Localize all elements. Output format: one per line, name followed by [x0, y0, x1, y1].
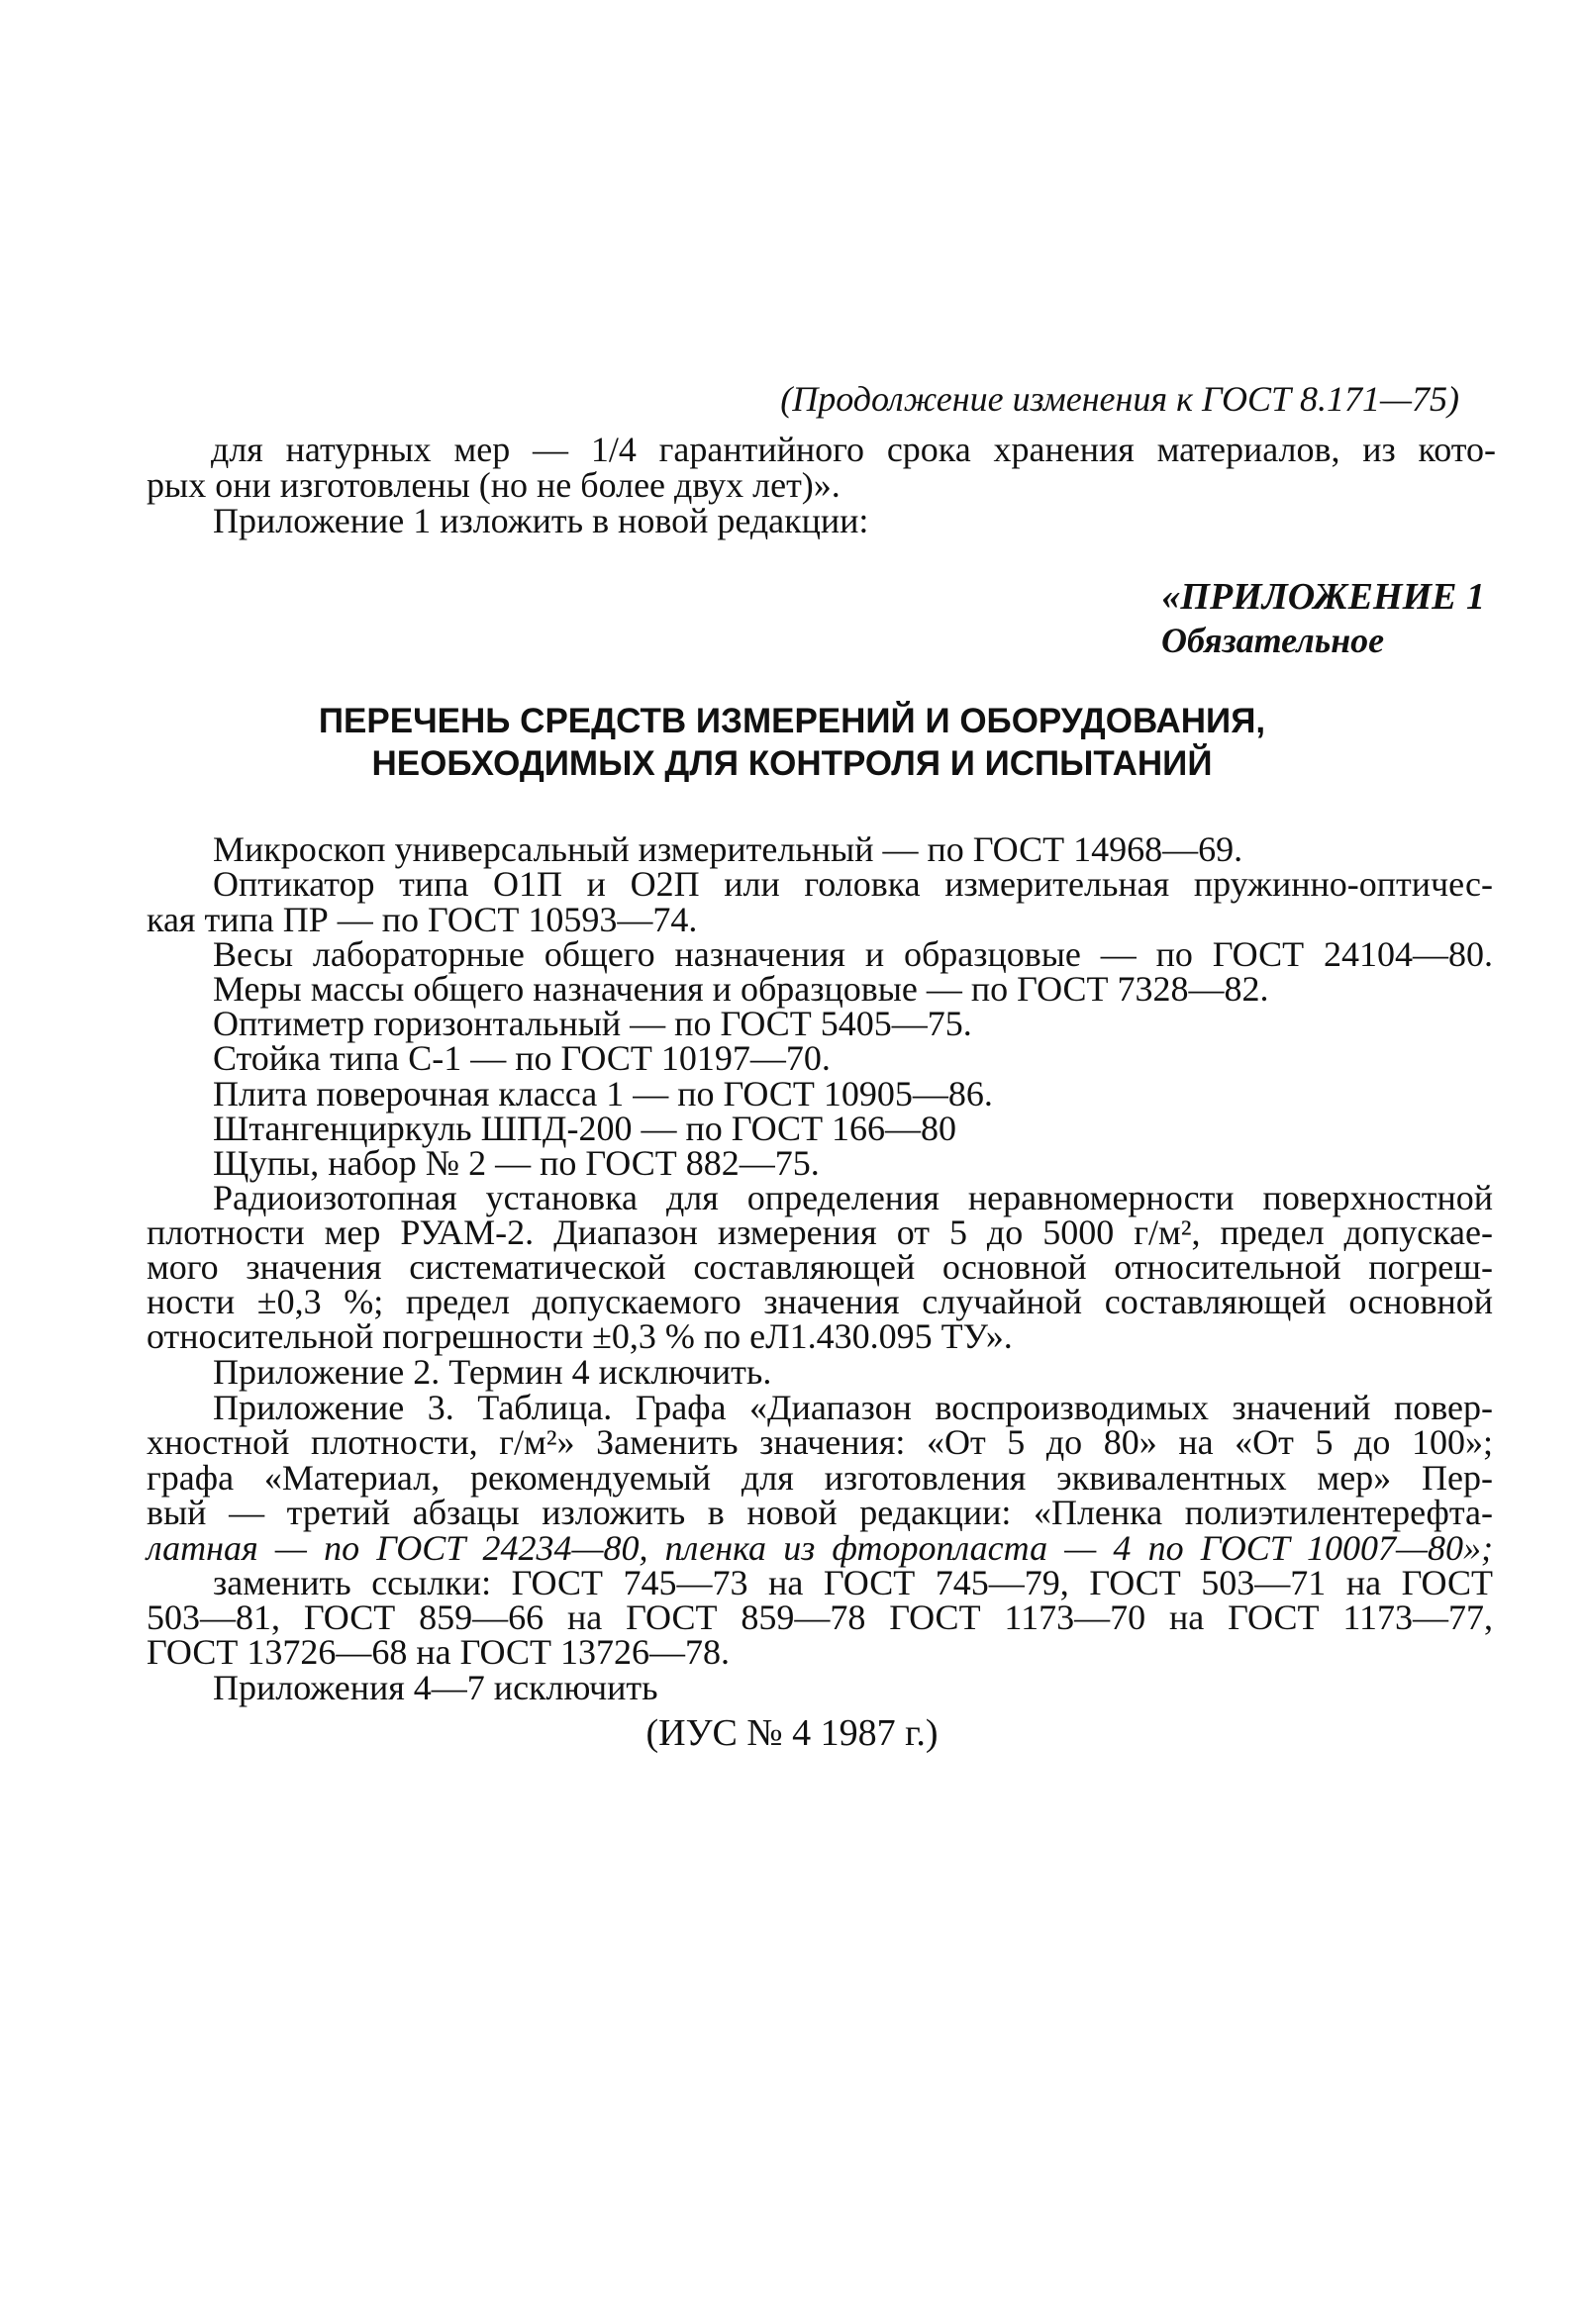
list-line-3: кая типа ПР — по ГОСТ 10593—74.: [147, 900, 698, 939]
appendix-label: «ПРИЛОЖЕНИЕ 1: [1161, 576, 1485, 618]
list-line-13: мого значения систематической составляющей основной относительной погреш-: [147, 1247, 1493, 1287]
list-line-5: Меры массы общего назначения и образцовые — по ГОСТ 7328—82.: [213, 969, 1269, 1009]
list-line-4: Весы лабораторные общего назначения и образцовые — по ГОСТ 24104—80.: [213, 934, 1493, 974]
list-line-2: Оптикатор типа О1П и О2П или головка измерительная пружинно-оптичес-: [213, 864, 1493, 904]
title-line-1: ПЕРЕЧЕНЬ СРЕДСТВ ИЗМЕРЕНИЙ И ОБОРУДОВАНИЯ,: [318, 702, 1266, 740]
list-line-21: латная — по ГОСТ 24234—80, пленка из фторопласта — 4 по ГОСТ 10007—80»;: [147, 1528, 1493, 1568]
list-line-9: Штангенциркуль ШПД-200 — по ГОСТ 166—80: [213, 1109, 957, 1148]
list-line-7: Стойка типа С-1 — по ГОСТ 10197—70.: [213, 1038, 831, 1078]
list-line-10: Щупы, набор № 2 — по ГОСТ 882—75.: [213, 1143, 820, 1183]
title-line-2: НЕОБХОДИМЫХ ДЛЯ КОНТРОЛЯ И ИСПЫТАНИЙ: [371, 744, 1213, 783]
list-line-16: Приложение 2. Термин 4 исключить.: [213, 1352, 772, 1392]
list-line-18: хностной плотности, г/м²» Заменить значения: «От 5 до 80» на «От 5 до 100»;: [147, 1422, 1493, 1462]
list-line-11: Радиоизотопная установка для определения неравномерности поверхностной: [213, 1178, 1493, 1217]
list-line-20: вый — третий абзацы изложить в новой редакции: «Пленка полиэтилентерефта-: [147, 1493, 1493, 1532]
list-line-25: Приложения 4—7 исключить: [213, 1668, 658, 1707]
appendix-status: Обязательное: [1161, 621, 1385, 660]
list-line-14: ности ±0,3 %; предел допускаемого значения случайной составляющей основной: [147, 1282, 1493, 1321]
list-line-12: плотности мер РУАМ-2. Диапазон измерения от 5 до 5000 г/м², предел допускае-: [147, 1212, 1493, 1252]
list-line-22: заменить ссылки: ГОСТ 745—73 на ГОСТ 745—79, ГОСТ 503—71 на ГОСТ: [213, 1563, 1493, 1602]
continuation-header: (Продолжение изменения к ГОСТ 8.171—75): [780, 379, 1459, 419]
intro-line-3: Приложение 1 изложить в новой редакции:: [213, 501, 869, 540]
list-line-1: Микроскоп универсальный измерительный — по ГОСТ 14968—69.: [213, 829, 1243, 869]
list-line-24: ГОСТ 13726—68 на ГОСТ 13726—78.: [147, 1632, 730, 1672]
list-line-23: 503—81, ГОСТ 859—66 на ГОСТ 859—78 ГОСТ 1173—70 на ГОСТ 1173—77,: [147, 1598, 1493, 1637]
intro-line-1: для натурных мер — 1/4 гарантийного срока хранения материалов, из кото-: [211, 430, 1496, 469]
intro-line-2-text: рых они изготовлены (но не более двух лет)».: [147, 465, 841, 505]
list-line-19: графа «Материал, рекомендуемый для изготовления эквивалентных мер» Пер-: [147, 1458, 1493, 1498]
list-line-8: Плита поверочная класса 1 — по ГОСТ 10905—86.: [213, 1074, 993, 1114]
list-line-17: Приложение 3. Таблица. Графа «Диапазон воспроизводимых значений повер-: [213, 1388, 1493, 1427]
list-line-6: Оптиметр горизонтальный — по ГОСТ 5405—75.: [213, 1004, 972, 1043]
intro-line-2: [147, 465, 1493, 505]
list-line-15: относительной погрешности ±0,3 % по еЛ1.430.095 ТУ».: [147, 1316, 1013, 1356]
footer-source: (ИУС № 4 1987 г.): [645, 1712, 939, 1754]
